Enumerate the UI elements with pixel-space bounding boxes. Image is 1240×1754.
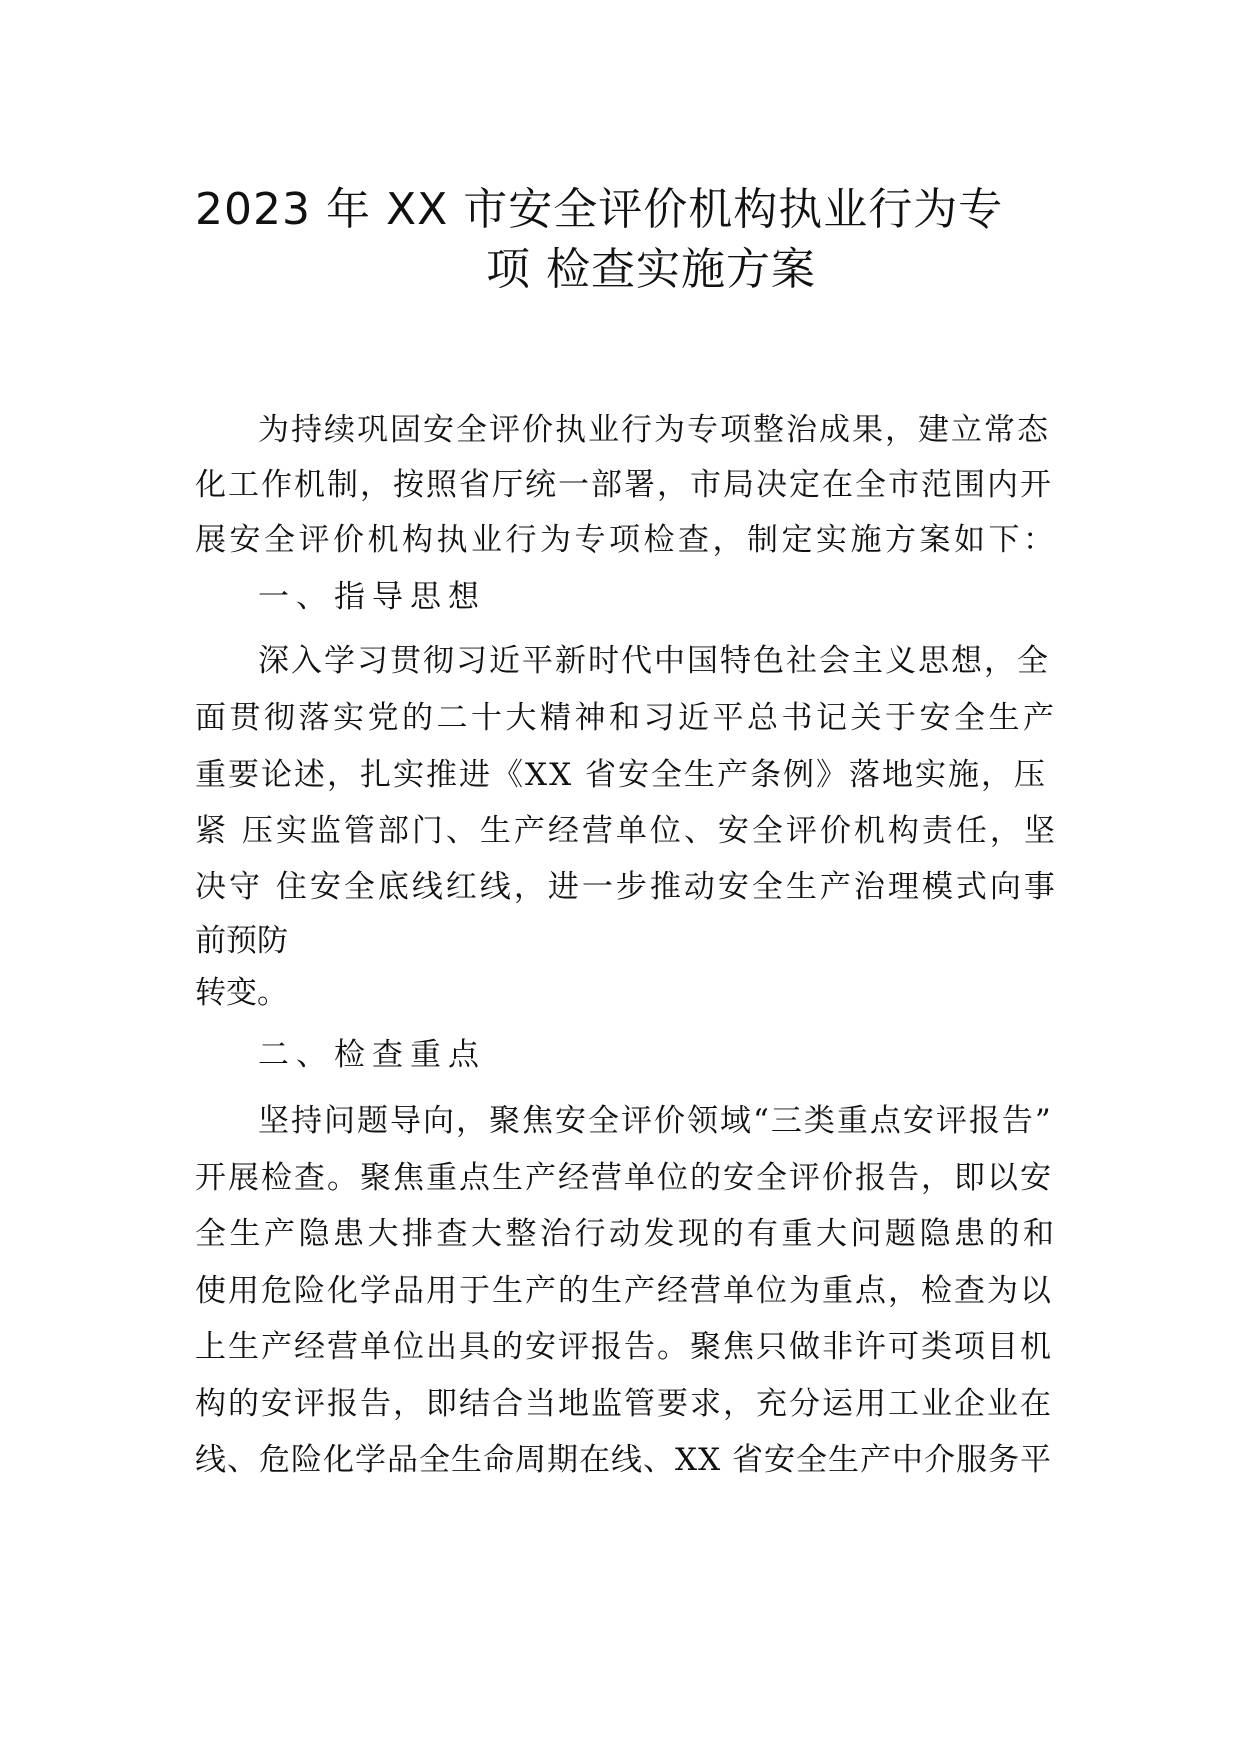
section-heading: 一、指导思想 [258,579,486,615]
paragraph-line: 上生产经营单位出具的安评报告。聚焦只做非许可类项目机 [195,1329,1053,1365]
paragraph-line: 转变。 [195,975,288,1011]
paragraph-line: 展安全评价机构执业行为专项检查，制定实施方案如下： [195,522,1058,558]
paragraph-line: 开展检查。聚焦重点生产经营单位的安全评价报告，即以安 [195,1160,1053,1196]
paragraph-line: 使用危险化学品用于生产的生产经营单位为重点，检查为以 [195,1273,1053,1309]
paragraph-line: 重要论述，扎实推进《XX 省安全生产条例》落地实施，压 [195,757,1047,793]
paragraph-line: 深入学习贯彻习近平新时代中国特色社会主义思想，全 [258,643,1050,679]
document-title-line-1: 2023 年 XX 市安全评价机构执业行为专 [195,184,1004,235]
paragraph-line: 化工作机制，按照省厅统一部署，市局决定在全市范围内开 [195,467,1053,503]
paragraph-line: 决守 住安全底线红线，进一步推动安全生产治理模式向事 [195,869,1058,905]
paragraph-line: 前预防 [195,923,288,959]
paragraph-line: 线、危险化学品全生命周期在线、XX 省安全生产中介服务平 [195,1442,1052,1478]
paragraph-line: 面贯彻落实党的二十大精神和习近平总书记关于安全生产 [195,700,1058,736]
paragraph-line: 构的安评报告，即结合当地监管要求，充分运用工业企业在 [195,1386,1053,1422]
paragraph-line: 紧 压实监管部门、生产经营单位、安全评价机构责任，坚 [195,813,1058,849]
paragraph-line: 为持续巩固安全评价执业行为专项整治成果，建立常态 [258,412,1050,448]
section-heading: 二、检查重点 [258,1037,486,1073]
document-title-line-2: 项 检查实施方案 [486,244,816,295]
paragraph-line: 全生产隐患大排查大整治行动发现的有重大问题隐患的和 [195,1216,1058,1252]
paragraph-line: 坚持问题导向，聚焦安全评价领域“三类重点安评报告” [258,1103,1053,1139]
